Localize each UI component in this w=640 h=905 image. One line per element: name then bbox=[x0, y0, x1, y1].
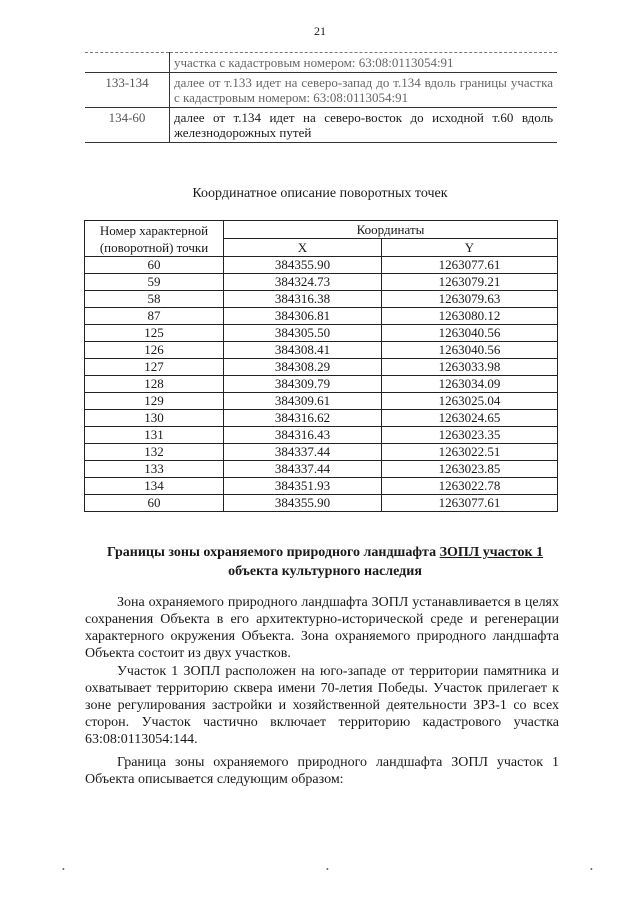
coord-x-cell: 384337.44 bbox=[224, 444, 382, 461]
table-row bbox=[85, 376, 558, 393]
coord-y-cell: 1263077.61 bbox=[381, 257, 557, 274]
coord-point-cell: 134 bbox=[85, 478, 224, 495]
table-row bbox=[85, 274, 558, 291]
section-title bbox=[90, 543, 560, 581]
coord-x-cell: 384305.50 bbox=[224, 325, 382, 342]
section-title-underlined: ЗОПЛ участок 1 bbox=[439, 545, 544, 560]
coord-y-cell: 1263040.56 bbox=[381, 342, 557, 359]
coord-point-cell: 130 bbox=[85, 410, 224, 427]
section-title-part2: объекта культурного наследия bbox=[228, 564, 422, 579]
coord-point-cell: 128 bbox=[85, 376, 224, 393]
scan-mark: • bbox=[62, 865, 65, 874]
coord-x-cell: 384355.90 bbox=[224, 495, 382, 512]
coord-x-cell: 384309.79 bbox=[224, 376, 382, 393]
table-row bbox=[85, 495, 558, 512]
table-row bbox=[85, 461, 558, 478]
table-row bbox=[85, 427, 558, 444]
segment-description: участка с кадастровым номером: 63:08:0113054:91 bbox=[170, 53, 558, 73]
coord-y-cell: 1263022.51 bbox=[381, 444, 557, 461]
coord-x-cell: 384308.41 bbox=[224, 342, 382, 359]
section-title-part1: Границы зоны охраняемого природного ландшафта bbox=[106, 545, 440, 560]
coord-point-cell: 133 bbox=[85, 461, 224, 478]
table-row bbox=[85, 342, 558, 359]
coord-point-cell: 131 bbox=[85, 427, 224, 444]
y-header: Y bbox=[381, 239, 557, 257]
coord-y-cell: 1263079.63 bbox=[381, 291, 557, 308]
segment-description: далее от т.134 идет на северо-восток до исходной т.60 вдоль железнодорожных путей bbox=[170, 108, 558, 143]
coord-point-cell: 58 bbox=[85, 291, 224, 308]
coord-y-cell: 1263025.04 bbox=[381, 393, 557, 410]
coord-point-cell: 127 bbox=[85, 359, 224, 376]
coordinates-body bbox=[85, 257, 558, 512]
coordinates-header: Координаты bbox=[224, 221, 558, 239]
coord-y-cell: 1263034.09 bbox=[381, 376, 557, 393]
segment-range: 133-134 bbox=[85, 73, 170, 108]
coord-x-cell: 384316.62 bbox=[224, 410, 382, 427]
coord-point-cell: 132 bbox=[85, 444, 224, 461]
coord-x-cell: 384306.81 bbox=[224, 308, 382, 325]
coord-y-cell: 1263077.61 bbox=[381, 495, 557, 512]
coord-point-cell: 126 bbox=[85, 342, 224, 359]
coord-y-cell: 1263040.56 bbox=[381, 325, 557, 342]
coord-y-cell: 1263079.21 bbox=[381, 274, 557, 291]
coord-y-cell: 1263023.35 bbox=[381, 427, 557, 444]
coord-point-cell: 60 bbox=[85, 495, 224, 512]
table-row bbox=[85, 73, 557, 108]
table-row bbox=[85, 410, 558, 427]
paragraph: Граница зоны охраняемого природного ландшафта ЗОПЛ участок 1 Объекта описывается следующим образом: bbox=[85, 755, 559, 787]
coord-x-cell: 384316.43 bbox=[224, 427, 382, 444]
coord-y-cell: 1263024.65 bbox=[381, 410, 557, 427]
table-row bbox=[85, 257, 558, 274]
coord-x-cell: 384355.90 bbox=[224, 257, 382, 274]
coord-point-cell: 125 bbox=[85, 325, 224, 342]
coord-x-cell: 384308.29 bbox=[224, 359, 382, 376]
table-row bbox=[85, 325, 558, 342]
coord-point-cell: 129 bbox=[85, 393, 224, 410]
coord-point-cell: 87 bbox=[85, 308, 224, 325]
segment-range bbox=[85, 53, 170, 73]
boundary-description-table bbox=[85, 52, 557, 143]
scan-mark: • bbox=[590, 865, 593, 874]
coord-x-cell: 384309.61 bbox=[224, 393, 382, 410]
paragraph: Зона охраняемого природного ландшафта ЗОПЛ устанавливается в целях сохранения Объекта в его архитектурно-исторической среде и регенерации характерного окружения Объекта. Зона охраняемого природного ландшафта Объекта состоит из двух участков. bbox=[85, 595, 559, 661]
segment-range: 134-60 bbox=[85, 108, 170, 143]
table-row bbox=[85, 393, 558, 410]
coordinates-table bbox=[84, 220, 558, 512]
point-number-header: Номер характерной (поворотной) точки bbox=[85, 221, 224, 257]
coord-y-cell: 1263023.85 bbox=[381, 461, 557, 478]
coord-y-cell: 1263022.78 bbox=[381, 478, 557, 495]
coord-x-cell: 384337.44 bbox=[224, 461, 382, 478]
coord-x-cell: 384316.38 bbox=[224, 291, 382, 308]
table-row bbox=[85, 444, 558, 461]
segment-description: далее от т.133 идет на северо-запад до т.134 вдоль границы участка с кадастровым номером: 63:08:0113054:91 bbox=[170, 73, 558, 108]
table-row bbox=[85, 478, 558, 495]
paragraph: Участок 1 ЗОПЛ расположен на юго-западе от территории памятника и охватывает территорию сквера имени 70-летия Победы. Участок прилегает к зоне регулирования застройки и хозяйственной деятельности ЗРЗ-1 со всех сторон. Участок частично включает территорию кадастрового участка 63:08:0113054:144. bbox=[85, 664, 559, 747]
coord-point-cell: 60 bbox=[85, 257, 224, 274]
x-header: X bbox=[224, 239, 382, 257]
coord-x-cell: 384351.93 bbox=[224, 478, 382, 495]
table-row bbox=[85, 108, 557, 143]
table-row bbox=[85, 291, 558, 308]
coordinates-heading: Координатное описание поворотных точек bbox=[192, 186, 448, 201]
table-row bbox=[85, 53, 557, 73]
coord-x-cell: 384324.73 bbox=[224, 274, 382, 291]
coord-y-cell: 1263033.98 bbox=[381, 359, 557, 376]
page-number: 21 bbox=[314, 24, 326, 38]
coord-y-cell: 1263080.12 bbox=[381, 308, 557, 325]
table-row bbox=[85, 359, 558, 376]
table-row bbox=[85, 308, 558, 325]
scan-mark: • bbox=[326, 865, 329, 874]
coord-point-cell: 59 bbox=[85, 274, 224, 291]
